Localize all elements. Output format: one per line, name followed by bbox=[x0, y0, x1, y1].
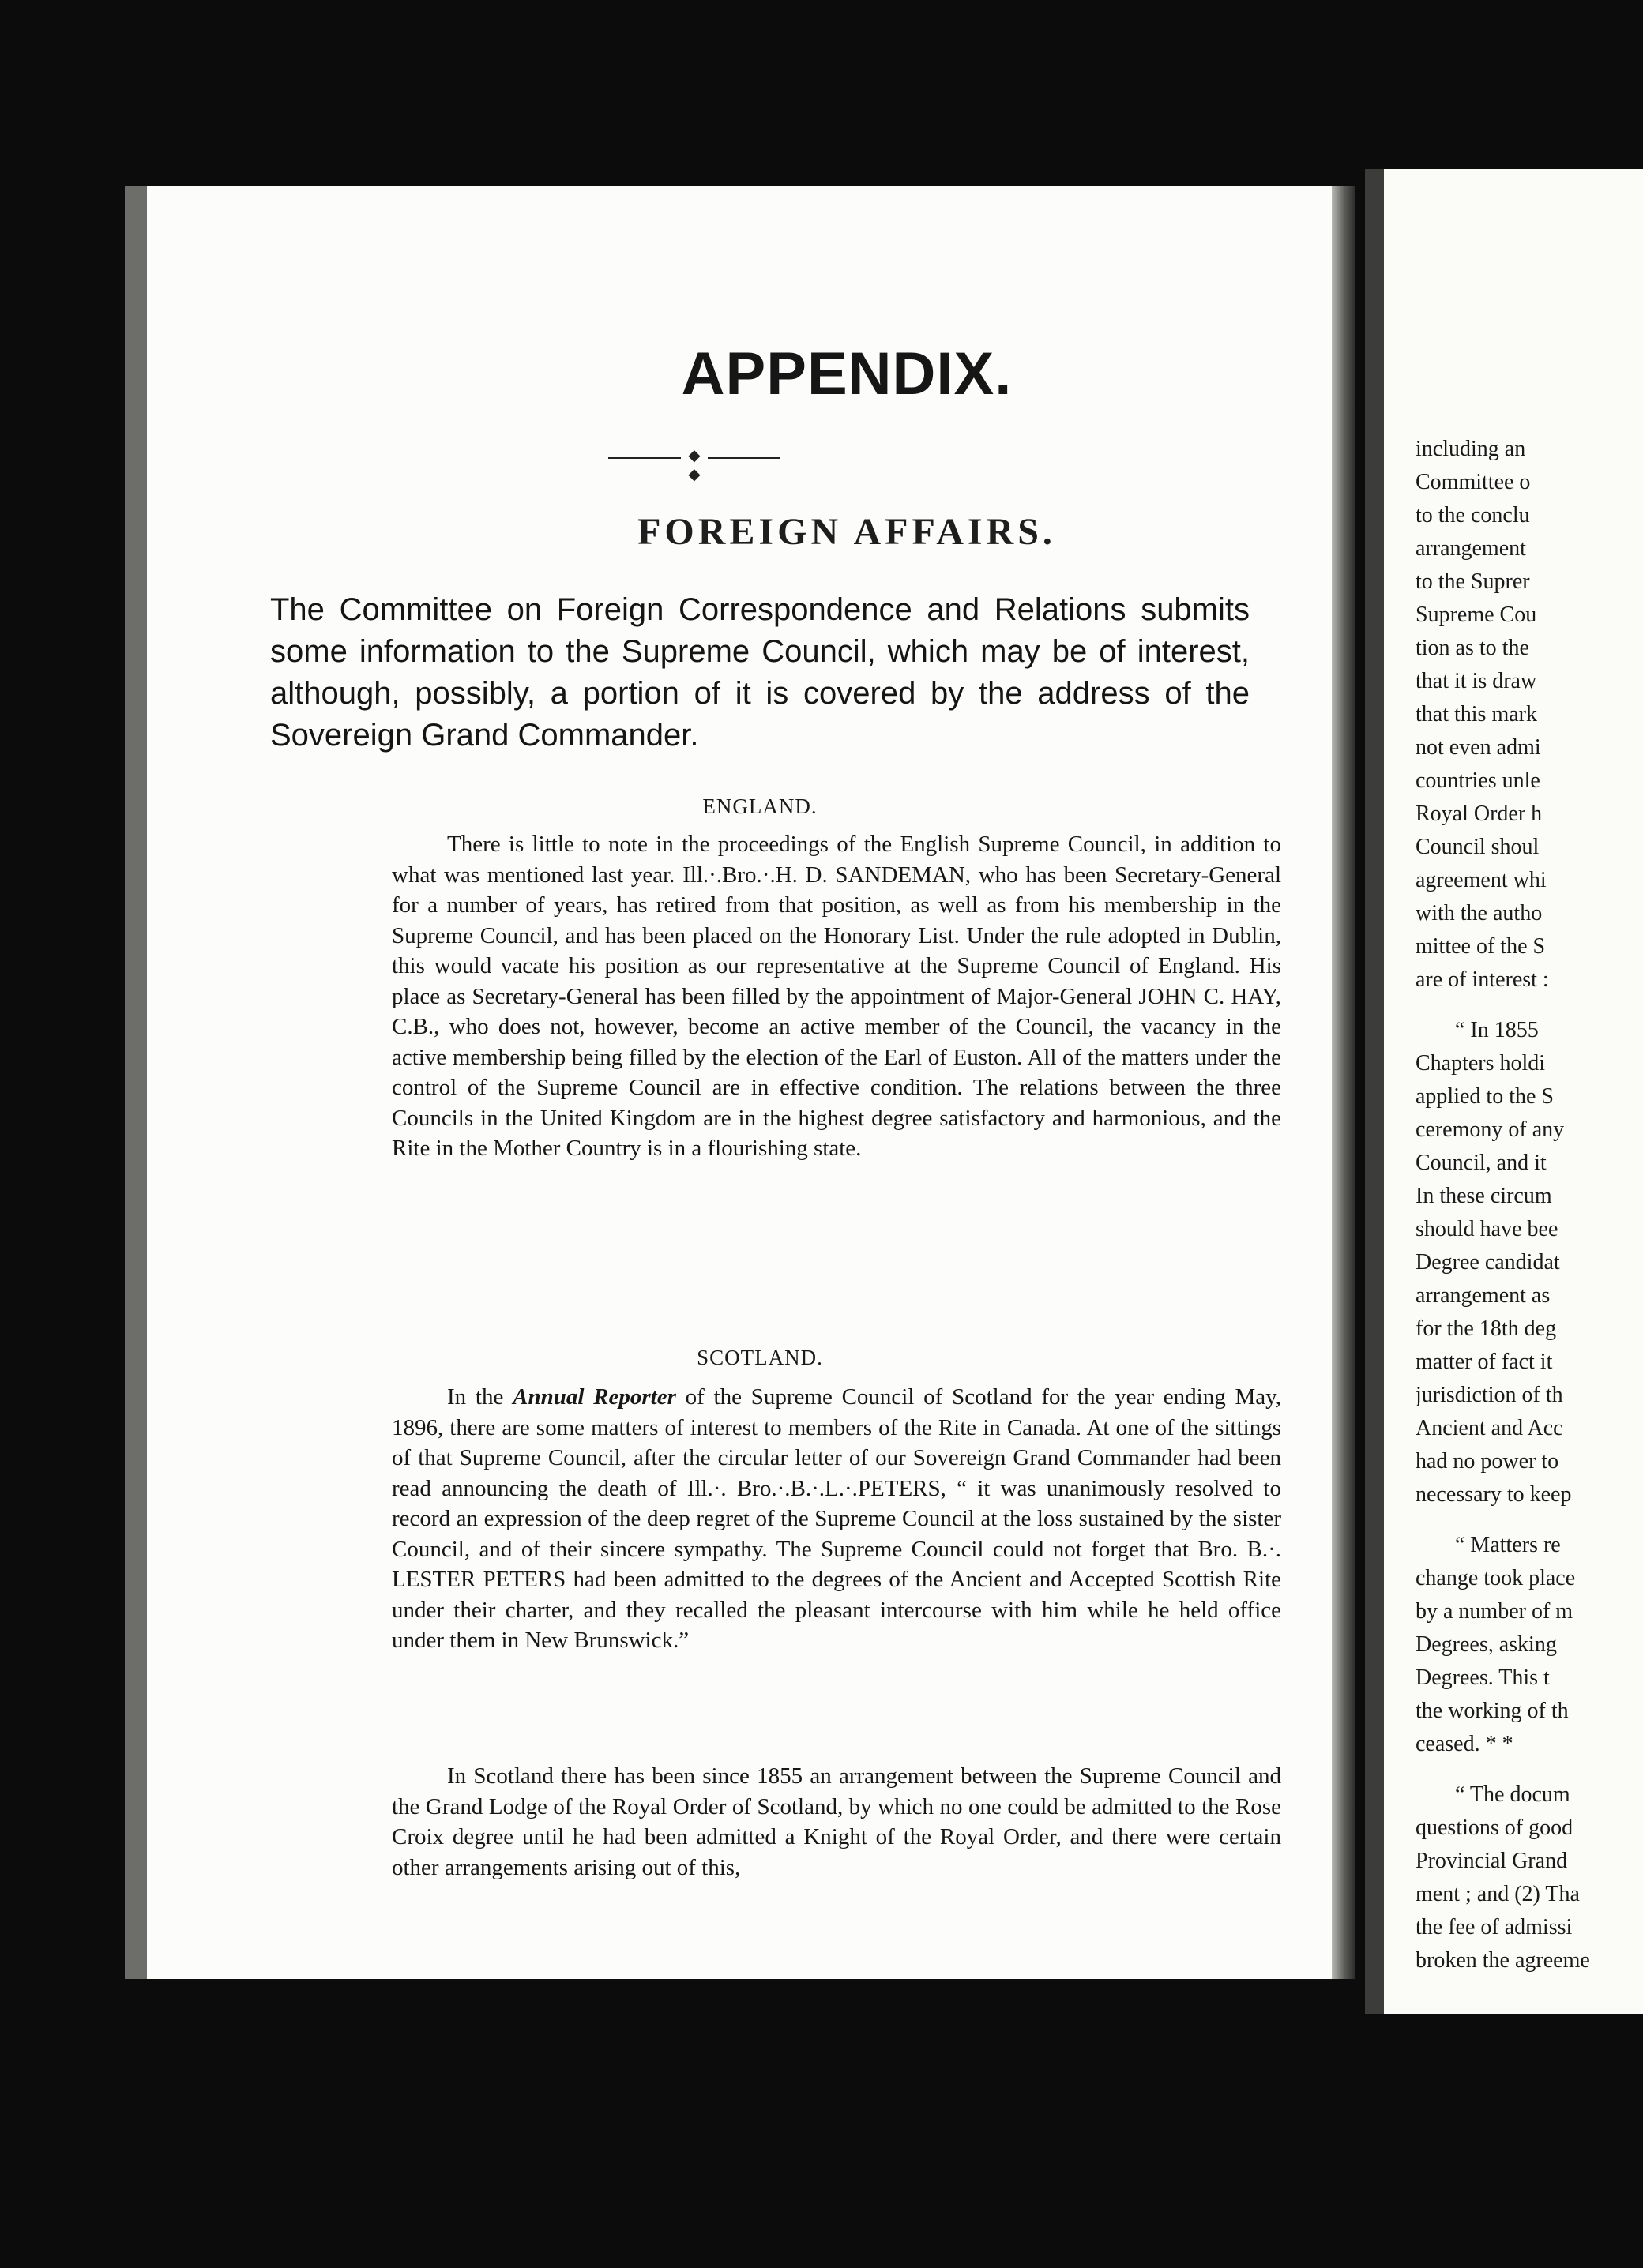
right-page-line: Degrees, asking bbox=[1416, 1632, 1557, 1657]
right-page-line: agreement whi bbox=[1416, 868, 1547, 892]
right-page-line: the working of th bbox=[1416, 1699, 1569, 1723]
right-page-text bbox=[1416, 433, 1643, 1977]
right-page-line: for the 18th deg bbox=[1416, 1316, 1557, 1341]
right-page-line: mittee of the S bbox=[1416, 934, 1546, 959]
right-page-line: to the conclu bbox=[1416, 503, 1530, 528]
right-page-line: In these circum bbox=[1416, 1184, 1552, 1208]
right-page-line: Degree candidat bbox=[1416, 1250, 1560, 1275]
england-paragraph: There is little to note in the proceedings of the English Supreme Council, in addition to what was mentioned last year. Ill.·.Bro.·.H. D. SANDEMAN, who has been Secretary-General for a number of years, has retired from that position, as well as from his membership in the Supreme Council, and has been placed on the Honorary List. Under the rule adopted in Dublin, this would vacate his position as our representative at the Supreme Council of England. His place as Secretary-General has been filled by the appointment of Major-General JOHN C. HAY, C.B., who does not, however, become an active member of the Council, the vacancy in the active membership being filled by the election of the Earl of Euston. All of the matters under the control of the Supreme Council are in effective condition. The relations between the three Councils in the United Kingdom are in the highest degree satisfactory and harmonious, and the Rite in the Mother Country is in a flourishing state. bbox=[392, 832, 1281, 1161]
right-page-line: broken the agreeme bbox=[1416, 1948, 1590, 1973]
right-page-line: “ In 1855 bbox=[1455, 1018, 1539, 1042]
divider-rule-right bbox=[708, 457, 780, 459]
scotland-para1-rest: of the Supreme Council of Scotland for the year ending May, 1896, there are some matters of interest to members of the Rite in Canada. At one of the sittings of that Supreme Council, after the circular letter of our Sovereign Grand Commander had been read announcing the death of Ill.·. Bro.·.B.·.L.·.PETERS, “ it was unanimously resolved to record an expression of the deep regret of the Supreme Council at the loss sustained by the sister Council, and of their sincere sympathy. The Supreme Council could not forget that Bro. B.·. LESTER PETERS had been admitted to the degrees of the Ancient and Accepted Scottish Rite under their charter, and they recalled the pleasant intercourse with him while he held office under them in New Brunswick.” bbox=[392, 1384, 1281, 1653]
right-page-line: ceased. * * bbox=[1416, 1732, 1513, 1756]
england-heading: ENGLAND. bbox=[702, 794, 818, 818]
right-page-line: jurisdiction of th bbox=[1416, 1383, 1563, 1407]
right-page-spacer bbox=[1416, 997, 1643, 1014]
right-page-line: tion as to the bbox=[1416, 636, 1529, 660]
ornamental-divider bbox=[608, 445, 780, 483]
intro-paragraph: The Committee on Foreign Correspondence and Relations submits some information to the Supreme Council, which may be of interest, although, possibly, a portion of it is covered by the address of the Sovereign Grand Commander. bbox=[270, 592, 1250, 753]
right-page-line: Provincial Grand bbox=[1416, 1849, 1568, 1873]
right-page-line: necessary to keep bbox=[1416, 1482, 1572, 1507]
right-page-line: “ The docum bbox=[1455, 1782, 1570, 1807]
right-page-line: Supreme Cou bbox=[1416, 603, 1537, 627]
right-page-line: had no power to bbox=[1416, 1449, 1559, 1474]
right-page-line: Council, and it bbox=[1416, 1151, 1547, 1175]
scotland-paragraph-2: In Scotland there has been since 1855 an arrangement between the Supreme Council and the Grand Lodge of the Royal Order of Scotland, by which no one could be admitted to the Rose Croix degree until he had been admitted a Knight of the Royal Order, and there were certain other arrangements arising out of this, bbox=[392, 1763, 1281, 1880]
section-heading: FOREIGN AFFAIRS. bbox=[637, 511, 1056, 553]
scotland-heading: SCOTLAND. bbox=[697, 1346, 823, 1369]
right-page-line: questions of good bbox=[1416, 1816, 1573, 1840]
right-page-line: not even admi bbox=[1416, 735, 1541, 760]
right-page-line: “ Matters re bbox=[1455, 1533, 1561, 1557]
right-page-line: the fee of admissi bbox=[1416, 1915, 1573, 1939]
right-page-line: Chapters holdi bbox=[1416, 1051, 1546, 1076]
right-page-line: Committee o bbox=[1416, 470, 1531, 494]
scotland-paragraph-1 bbox=[392, 1382, 1281, 1656]
divider-ornament-icon: ◆ ◆ bbox=[688, 445, 701, 483]
scotland-para1-start: In the bbox=[447, 1384, 513, 1410]
right-page-line: Royal Order h bbox=[1416, 802, 1543, 826]
right-page-line: should have bee bbox=[1416, 1217, 1558, 1241]
right-page-line: ment ; and (2) Tha bbox=[1416, 1882, 1580, 1906]
right-page-line: that it is draw bbox=[1416, 669, 1537, 693]
right-page-line: applied to the S bbox=[1416, 1084, 1554, 1109]
right-page-spacer bbox=[1416, 1761, 1643, 1778]
right-page-line: Degrees. This t bbox=[1416, 1665, 1550, 1690]
annual-reporter-title: Annual Reporter bbox=[513, 1384, 676, 1410]
right-page-line: matter of fact it bbox=[1416, 1350, 1553, 1374]
divider-rule-left bbox=[608, 457, 681, 459]
right-page-line: with the autho bbox=[1416, 901, 1543, 926]
right-page-line: including an bbox=[1416, 437, 1526, 461]
right-page-line: arrangement as bbox=[1416, 1283, 1551, 1308]
right-page-line: countries unle bbox=[1416, 768, 1540, 793]
book-gutter bbox=[1332, 186, 1355, 1979]
right-page-line: arrangement bbox=[1416, 536, 1526, 561]
right-page-line: Ancient and Acc bbox=[1416, 1416, 1563, 1440]
right-page-line: Council shoul bbox=[1416, 835, 1540, 859]
right-page-line: ceremony of any bbox=[1416, 1117, 1565, 1142]
right-page-line: by a number of m bbox=[1416, 1599, 1573, 1624]
right-page-line: change took place bbox=[1416, 1566, 1576, 1590]
right-page-spacer bbox=[1416, 1511, 1643, 1529]
right-page-line: to the Suprer bbox=[1416, 569, 1530, 594]
right-page-line: that this mark bbox=[1416, 702, 1537, 727]
appendix-heading: APPENDIX. bbox=[681, 340, 1013, 407]
right-page-line: are of interest : bbox=[1416, 967, 1549, 992]
